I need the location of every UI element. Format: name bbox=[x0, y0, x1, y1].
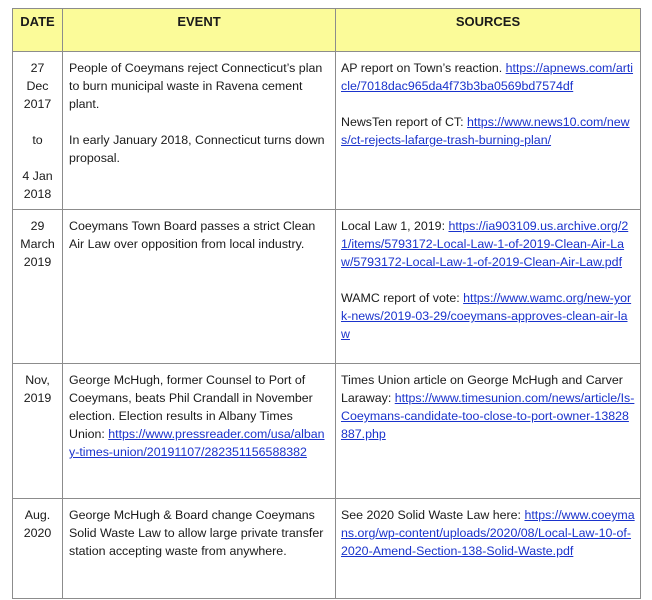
header-date: DATE bbox=[13, 9, 63, 52]
date-line: 2017 bbox=[23, 97, 52, 111]
timeline-table bbox=[12, 8, 641, 599]
source-entry bbox=[341, 59, 635, 95]
sources-cell bbox=[336, 210, 641, 364]
source-text: See 2020 Solid Waste Law here: bbox=[341, 508, 525, 522]
date-line: March bbox=[20, 237, 55, 251]
source-entry bbox=[341, 371, 635, 443]
table-row bbox=[13, 499, 641, 599]
date-line: 2019 bbox=[23, 255, 52, 269]
event-text: George McHugh & Board change Coeymans Solid Waste Law to allow large private transfer station accepting waste from anywhere. bbox=[69, 508, 324, 558]
event-cell bbox=[63, 52, 336, 210]
source-link[interactable]: https://www.news10.com/news/ct-rejects-lafarge-trash-burning-plan/ bbox=[341, 115, 630, 147]
source-entry bbox=[341, 506, 635, 560]
source-text: Times Union article on George McHugh and Carver Laraway: bbox=[341, 373, 623, 405]
source-link[interactable]: https://www.timesunion.com/news/article/Is-Coeymans-candidate-too-close-to-port-owner-13828887.php bbox=[341, 391, 635, 441]
header-row bbox=[13, 9, 641, 52]
date-cell bbox=[13, 210, 63, 364]
date-line: Dec bbox=[26, 79, 49, 93]
event-cell bbox=[63, 499, 336, 599]
table-row bbox=[13, 364, 641, 499]
header-sources: SOURCES bbox=[336, 9, 641, 52]
date-line: Nov, bbox=[25, 373, 50, 387]
sources-cell bbox=[336, 52, 641, 210]
header-event: EVENT bbox=[63, 9, 336, 52]
date-line: 2020 bbox=[23, 526, 52, 540]
source-entry bbox=[341, 289, 635, 343]
source-link[interactable]: https://apnews.com/article/7018dac965da4f73b3ba0569bd7574df bbox=[341, 61, 634, 93]
date-cell bbox=[13, 52, 63, 210]
date-line: to bbox=[32, 133, 43, 147]
event-cell bbox=[63, 364, 336, 499]
date-line: 29 bbox=[30, 219, 45, 233]
date-line: 27 bbox=[30, 61, 45, 75]
event-text: Coeymans Town Board passes a strict Clean Air Law over opposition from local industry. bbox=[69, 219, 316, 251]
source-text: Local Law 1, 2019: bbox=[341, 219, 449, 233]
source-link[interactable]: https://ia903109.us.archive.org/21/items/5793172-Local-Law-1-of-2019-Clean-Air-Law/5793172-Local-Law-1-of-2019-Clean-Air-Law.pdf bbox=[341, 219, 629, 269]
event-text: In early January 2018, Connecticut turns down proposal. bbox=[69, 133, 325, 165]
event-text bbox=[69, 371, 329, 461]
source-link[interactable]: https://www.coeymans.org/wp-content/uploads/2020/08/Local-Law-10-of-2020-Amend-Section-138-Solid-Waste.pdf bbox=[341, 508, 635, 558]
event-text-body: George McHugh, former Counsel to Port of Coeymans, beats Phil Crandall in November election. Election results in Albany Times Union: bbox=[69, 373, 313, 441]
date-line: 2018 bbox=[23, 187, 52, 201]
source-text: NewsTen report of CT: bbox=[341, 115, 468, 129]
event-cell bbox=[63, 210, 336, 364]
sources-cell bbox=[336, 499, 641, 599]
table-row bbox=[13, 52, 641, 210]
sources-cell bbox=[336, 364, 641, 499]
date-line: 2019 bbox=[23, 391, 52, 405]
table-row bbox=[13, 210, 641, 364]
event-link[interactable]: https://www.pressreader.com/usa/albany-times-union/20191107/282351156588382 bbox=[69, 427, 325, 459]
source-text: AP report on Town’s reaction. bbox=[341, 61, 506, 75]
source-entry bbox=[341, 113, 635, 149]
date-cell bbox=[13, 499, 63, 599]
source-link[interactable]: https://www.wamc.org/new-york-news/2019-03-29/coeymans-approves-clean-air-law bbox=[341, 291, 632, 341]
date-cell bbox=[13, 364, 63, 499]
source-text: WAMC report of vote: bbox=[341, 291, 464, 305]
source-entry bbox=[341, 217, 635, 271]
date-line: 4 Jan bbox=[22, 169, 53, 183]
date-line: Aug. bbox=[24, 508, 51, 522]
event-text: People of Coeymans reject Connecticut’s plan to burn municipal waste in Ravena cement plant. bbox=[69, 61, 323, 111]
